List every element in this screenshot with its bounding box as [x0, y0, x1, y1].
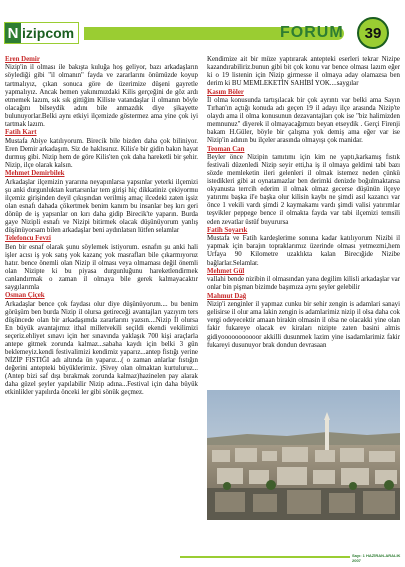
comment-author: Kasım Böler	[207, 88, 244, 96]
comment-text: Mustafa ve Fatih kardeşlerime sonuna kadar katılıyorum Nizibi il yapmak için barajın topraklarımız üzerinde olması yetmezmi,hem Urfaya 90 Kilometre uzaklıkta kalan Birecığide Nizibe bağlarlar.Selamlar.	[207, 235, 400, 267]
comment-author: Telefoncu Fevzi	[5, 235, 51, 243]
city-photo	[207, 390, 400, 520]
comment-author: Eren Demir	[5, 56, 40, 63]
comment-text: Kendimize ait bir müze yaptırarak antepteki eserleri tekrar Nizipe kazandırabiliriz.bunun gibi bit çok konu var bence olması lazım eğer ki o 19 listenin için Nizip girmesse il olmaya aday olamazsa ben derim ki BU MEMLEKETİN SAHİBİ YOK....saygılar	[207, 56, 400, 88]
footer-issue-text: Sayı: 1 HAZİRAN-ARALIK 2007	[352, 553, 401, 563]
logo-mark: N	[5, 23, 21, 43]
comment-text: Beyler önce Nizipin tamıtımı için kim ne yaptı,karkamış fıstık festivali düzenledi Nizip seyir etti,ha iş il olmaya geldimi tabi bazı sözde memleketin ileri gelenleri il olmak istemez neden çünkü istedikleri gibi at oynatamazlar ben derimki denizde boğulmaktansa okyanusta terrcih ederim il olmak olmaz gecerse düşünün ilçeye yatırımı başka il'e başka olur kilisin kaybı ne şimdi asıl kazancı var önce 1 vekili vardı şimdi 2 kaymakamı vardı şimdi valisi yatırımlar teşvikler peppege bence il olmakta fayda var tabi ilçemizi temsili eden zevatlar üstüf buyurursa	[207, 154, 400, 226]
nizipcom-logo	[4, 22, 79, 44]
left-column	[5, 56, 198, 544]
comment-text: İl olma konusunda tartışılacak bir çok ayrıntı var belki ama Sayın Tırhan'ın açtığı konuda adı geçen 19 il adayı ilçe arasında Nizip'te olaydı ama il olma konusunun dezavantajları çok ise "biz halimizden memnunuz" diyerek il olmayacağımızı beyan etseydik . Gerçi Firenji bakam H.Güler, böyle bir çalışma yok demiş ama eğer var ise Nizip'in adının bu ilçeler arasında olmayışı çok manidar.	[207, 97, 400, 145]
comment-text: vallahi bende nizibin il olmasından yana degilim kilisli arkadaşlar var onlar bin pişman bizimde başımıza aynı şeyler gelebilir	[207, 276, 400, 292]
section-title: FORUM	[280, 24, 344, 41]
comment-text: Arkadaşlar bence çok faydası olur diye düşünüyorum.... bu benim görüşüm ben burda Nizip il olursa getireceği avantajları yazıyım ters düşüncede olan bir arkadaşımda zararlarını yazsın....Nizip İl olursa En büyük avantajımız ithal milletvekili seçildi ekendi vekilimizi seçeriz.ehliyet sınavı için her sınavında yaklaşık 700 kişi araçlarla antepe gitmek zorunda kalmaz...sabaha kaydı için belki 3 gün beklemeyiz.kendi festivalimizi kendimiz yaparız...antep fistığı yerine NİZİP FISTIĞI adı altında ün yaparız...( o zaman anlarlar fıstığın değerini antepteki büyüklerimiz. )Sivey olan olmaktan kurtuluruz...(Antep bizi saf dışı bırakmak zorunda kalmaz)hazinelen pay alarak daha güzel şeyler yapılabilir Nizip adına...Festival için daha büyük etkinlikler yapılırda önceki ler gibi sönük geçmez.	[5, 300, 198, 397]
comment-author: Teoman Can	[207, 145, 245, 153]
comment-author: Mehmet Gül	[207, 267, 245, 275]
page-header	[0, 20, 405, 48]
comment-author: Osman Çiçek	[5, 292, 45, 300]
city-landscape-image	[207, 390, 400, 520]
page-number-badge: 39	[357, 17, 389, 49]
comment-text: Mustafa Abiye katılıyorum. Birecik bile bizden daha çok biliniyor. Eren Demir arkadaşım. Siz de haklısınız. Kilis'e bir gidin bakın hayat durmuş gibi. Nizip hem de göre Kilis'ten çok daha hareketli bir şehir. Nizip, ilçe olarak kalsın.	[5, 137, 198, 169]
comment-author: Mahmut Dağ	[207, 292, 247, 300]
comment-text: Ben bir esnaf olarak şunu söylemek istiyorum. esnafın şu anki hali işler acısı iş yok satış yok kazanç yok masrafları bile çıkarmıyoruz hatır. bence önemli olan Nizip il olması veya olmaması değil önemli olan Nizipte ki bu piyasa durgunluğunu hareketlendirmek canlandırmak o zaman il olmaya bile gerek kalmayacaktır saygılarımla	[5, 243, 198, 292]
comment-author: Mehmet Demirbilek	[5, 170, 65, 178]
footer-accent-line	[180, 556, 350, 558]
comment-text: Nizip'in il olması ile bakışta kuluğa hoş geliyor, bazı arkadaşların söylediği gibi "il olmanın" fayda ve zararlarını önümüzde koyup tartmalıyız, çıkan sonuca göre de üzerimize düşeni gayretle yapmalıyız. Ancak hemen yakınımızdaki Kilis gerçeğini de göz ardı etmemek lazım, sık sık gittiğim Kiliste vatandaşlar il olmanın böyle olacağını bilseydik adını bile anmazdık diye şikayette bulunuyorlar.Belki aynı etkiyi ilçemizde göstermez ama yine çok iyi tartmak lazım.	[5, 64, 198, 128]
comment-text: Arkadaşlar ilçemizin yararına neyapınlarsa yapsınlar yeterki ilçemizi şu anki durgunluktan kurtarsınlar tem girişi hiç dikkatiniz çekiyormu ilçemiz girişinden deyil çıkışından verilmiş amaç ilcedeki zaten işsiz olan esnafı dahada çökertmek benim kanım bu insanlar beş kırı geri dönüp de iş yapsınlar on kırı daha gidip Birecik'te yaparın. Burda gaye Nizipli esnafı ve Nizipi bitirmek olacak düşünüyorum yanlış düşünüyorsam bilen arkadaşlar beni aydınlatsın lütfen selamlar	[5, 178, 198, 234]
comment-author: Fatih Soyarık	[207, 226, 248, 234]
comment-author: Fatih Kart	[5, 129, 37, 137]
comment-text: Nizip'i zenginler il yapmaz cunku bir sehir zengin is adamlari sanayi gelisirse il olur ama lakin zengin is adamlarimiz nizip il olsa daha cok vergi odeyecektir amaan birakin olmasin il olsa ne olacakki yine olan fakir fukareye olacak ev kiraları nizipte zaten basini almis gidiyooooooooooor akkilli dusunmek lazim yine isadamlarimiz fakir fukareyi dusunuyor brak dondun devrasaan	[207, 301, 400, 349]
page-footer	[0, 552, 405, 562]
logo-text: izipcom	[22, 25, 75, 41]
